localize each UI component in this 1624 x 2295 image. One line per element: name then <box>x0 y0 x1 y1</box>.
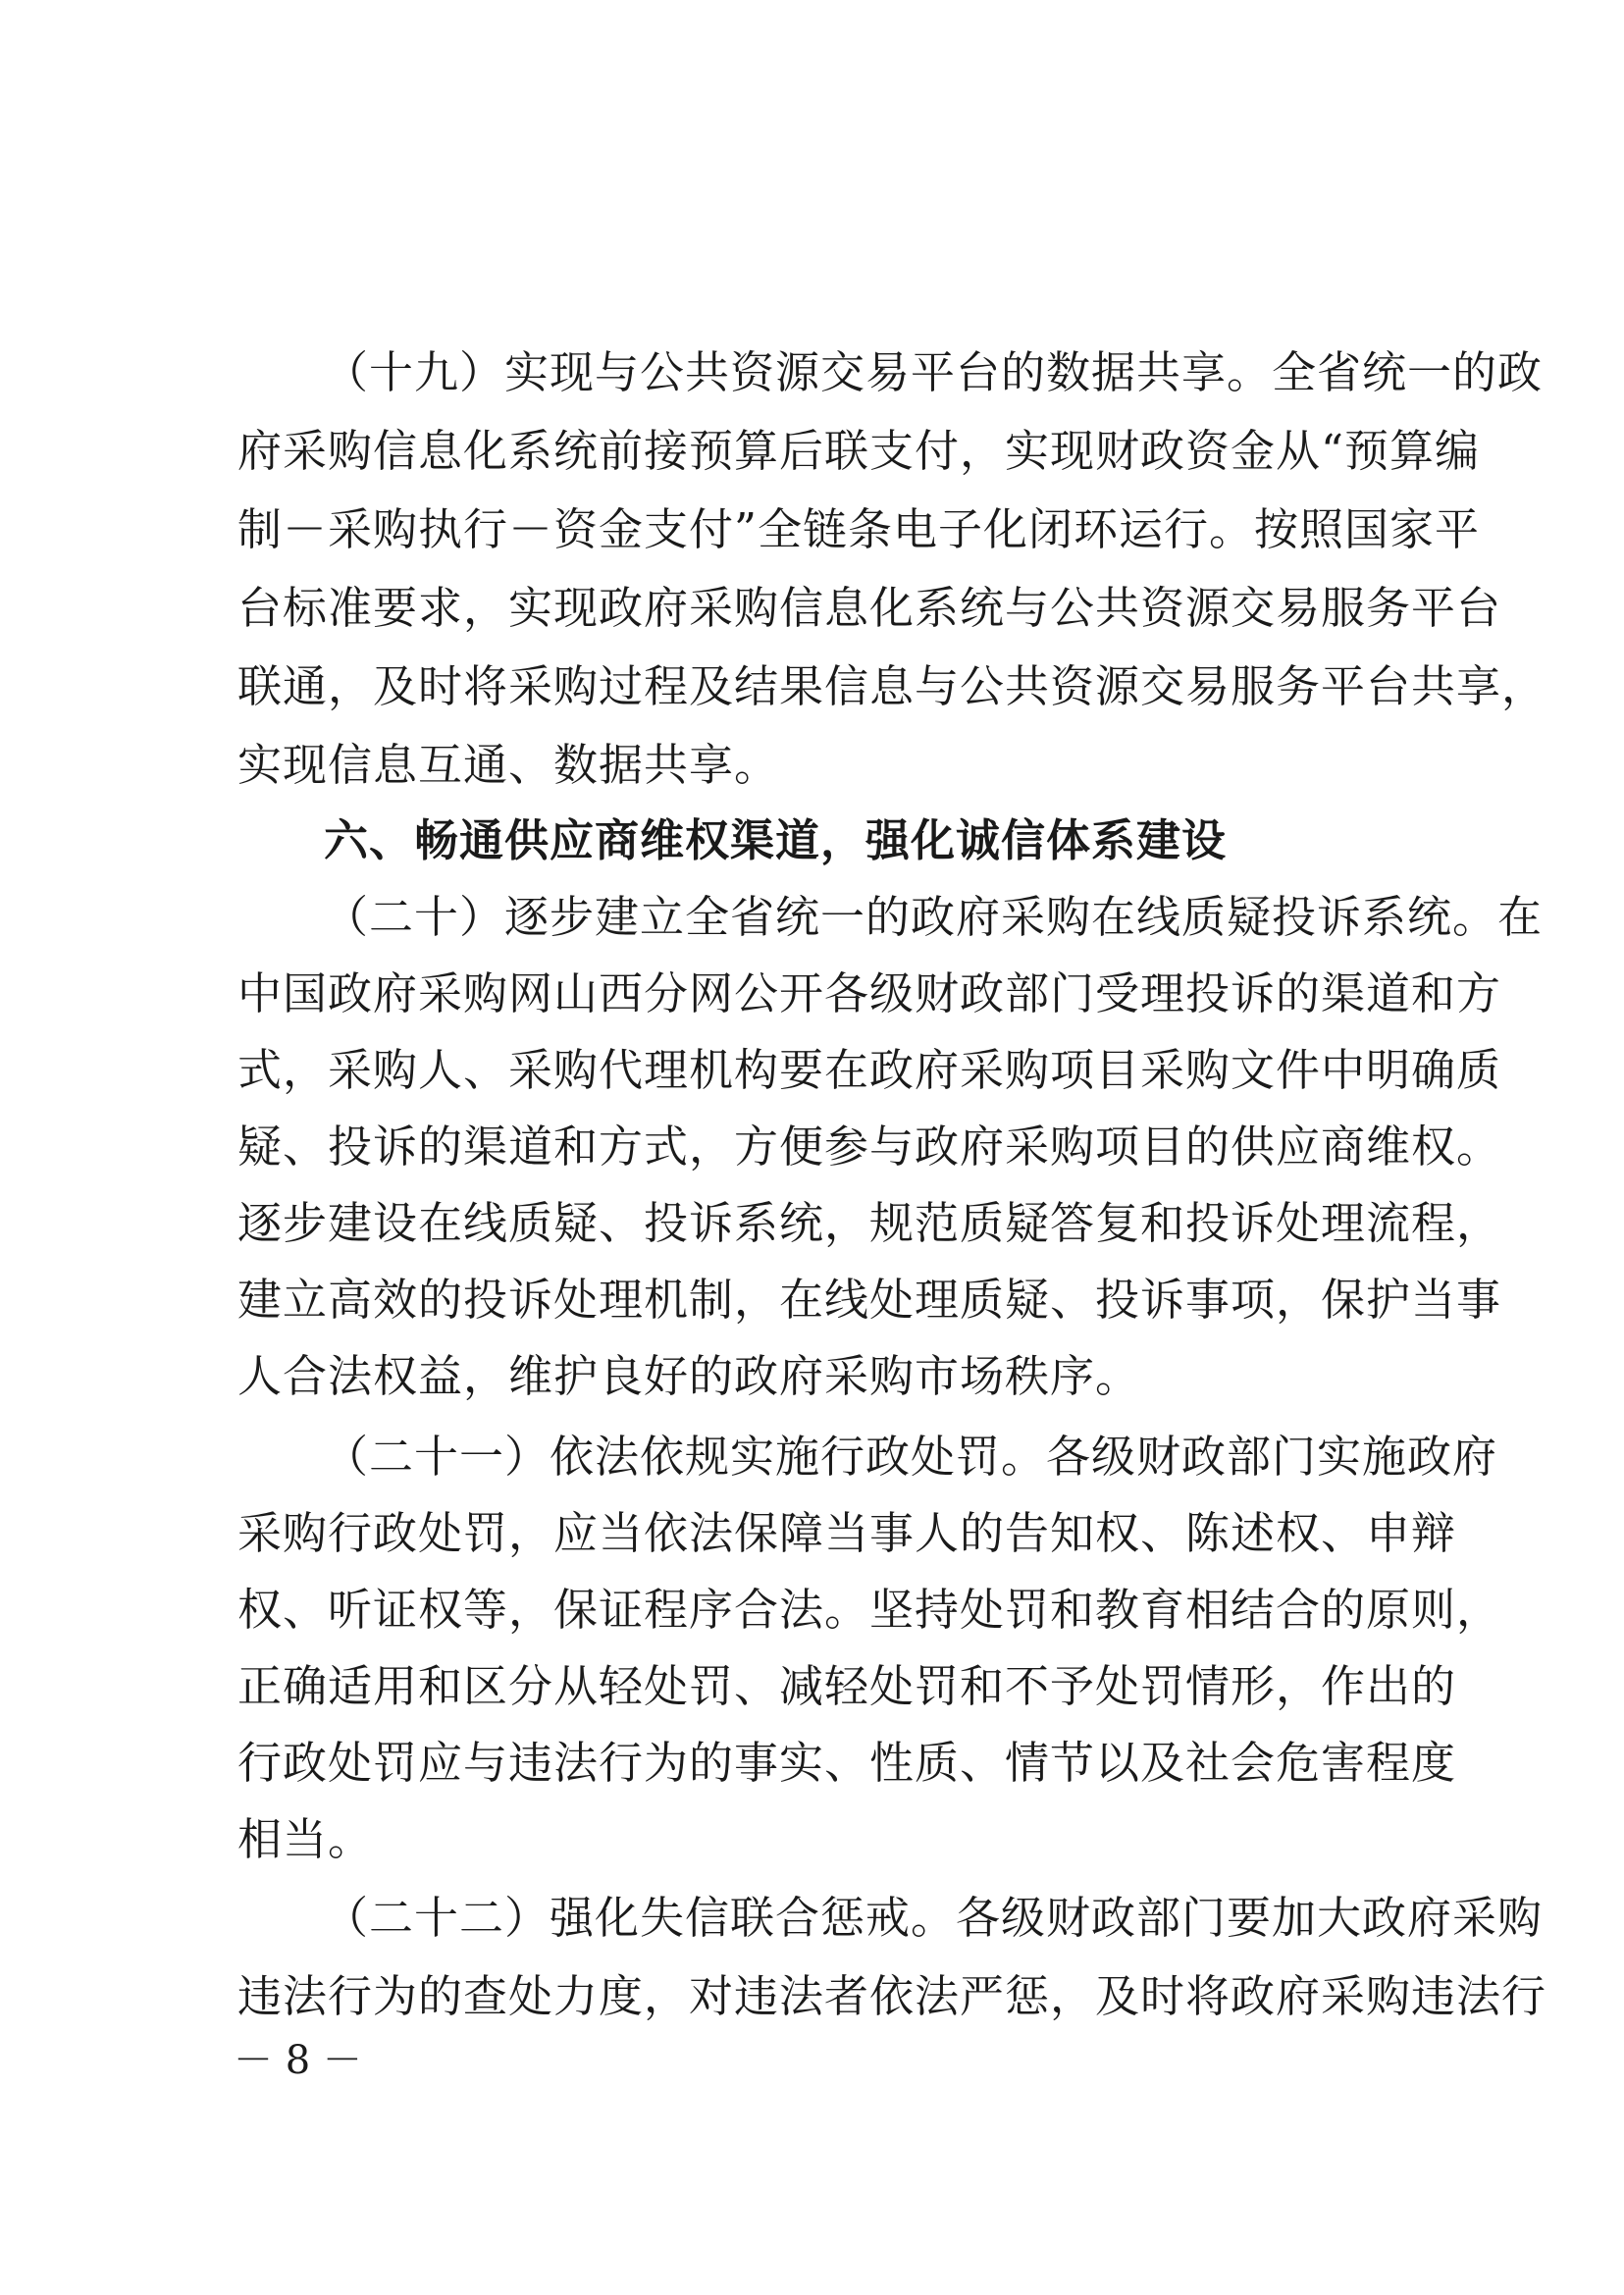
paragraph-20-line-6: 建立高效的投诉处理机制，在线处理质疑、投诉事项，保护当事 <box>237 1274 1502 1326</box>
section-heading-6: 六、畅通供应商维权渠道，强化诚信体系建设 <box>324 814 1228 866</box>
paragraph-20-line-2: 中国政府采购网山西分网公开各级财政部门受理投诉的渠道和方 <box>237 967 1502 1019</box>
page-number: － 8 － <box>234 2038 362 2083</box>
paragraph-20-line-5: 逐步建设在线质疑、投诉系统，规范质疑答复和投诉处理流程， <box>237 1197 1502 1249</box>
paragraph-21-line-2: 采购行政处罚，应当依法保障当事人的告知权、陈述权、申辩 <box>237 1507 1457 1559</box>
paragraph-21-line-6: 相当。 <box>237 1813 374 1865</box>
paragraph-19-line-5: 联通，及时将采购过程及结果信息与公共资源交易服务平台共享， <box>237 660 1547 712</box>
paragraph-20-line-1: （二十）逐步建立全省统一的政府采购在线质疑投诉系统。在 <box>324 891 1544 943</box>
paragraph-19-line-2: 府采购信息化系统前接预算后联支付，实现财政资金从“预算编 <box>237 425 1481 477</box>
paragraph-20-line-7: 人合法权益，维护良好的政府采购市场秩序。 <box>237 1350 1141 1402</box>
paragraph-19-line-3: 制－采购执行－资金支付”全链条电子化闭环运行。按照国家平 <box>237 503 1481 555</box>
paragraph-20-line-4: 疑、投诉的渠道和方式，方便参与政府采购项目的供应商维权。 <box>237 1121 1502 1173</box>
paragraph-21-line-5: 行政处罚应与违法行为的事实、性质、情节以及社会危害程度 <box>237 1737 1457 1789</box>
paragraph-19-line-4: 台标准要求，实现政府采购信息化系统与公共资源交易服务平台 <box>237 582 1502 634</box>
paragraph-19-line-6: 实现信息互通、数据共享。 <box>237 739 780 791</box>
paragraph-21-line-4: 正确适用和区分从轻处罚、减轻处罚和不予处罚情形，作出的 <box>237 1660 1457 1712</box>
paragraph-20-line-3: 式，采购人、采购代理机构要在政府采购项目采购文件中明确质 <box>237 1044 1502 1096</box>
paragraph-21-line-3: 权、听证权等，保证程序合法。坚持处罚和教育相结合的原则， <box>237 1584 1502 1636</box>
paragraph-21-line-1: （二十一）依法依规实施行政处罚。各级财政部门实施政府 <box>324 1431 1498 1483</box>
paragraph-19-line-1: （十九）实现与公共资源交易平台的数据共享。全省统一的政 <box>324 346 1544 398</box>
paragraph-22-line-2: 违法行为的查处力度，对违法者依法严惩，及时将政府采购违法行 <box>237 1970 1547 2022</box>
paragraph-22-line-1: （二十二）强化失信联合惩戒。各级财政部门要加大政府采购 <box>324 1892 1544 1944</box>
